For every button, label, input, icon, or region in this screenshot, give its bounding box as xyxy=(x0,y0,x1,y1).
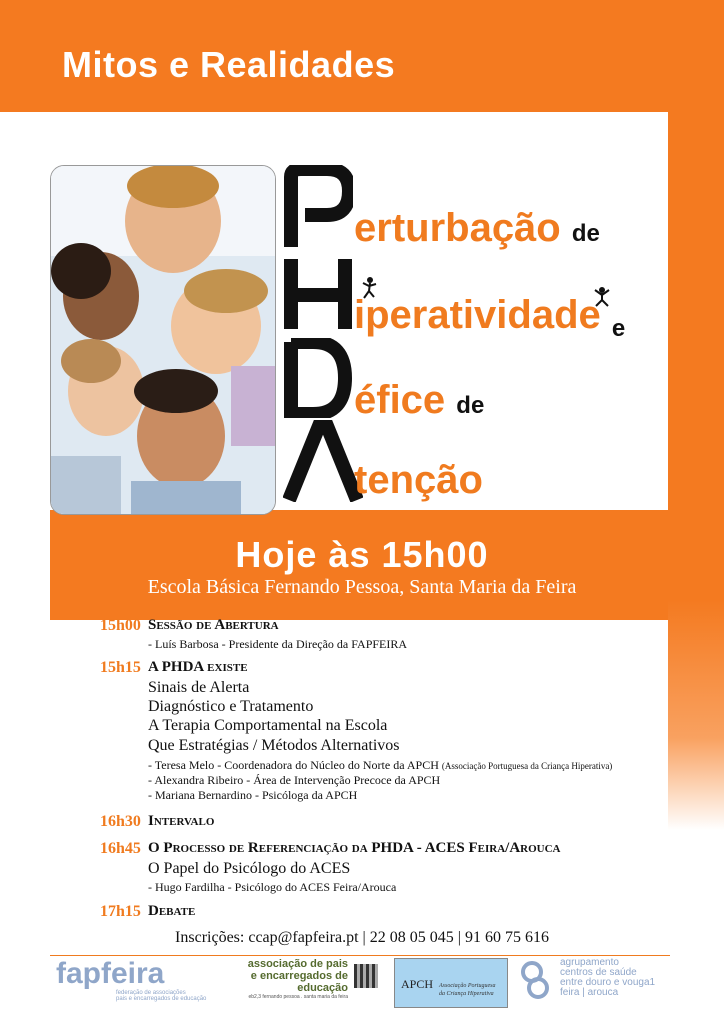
right-accent-fade xyxy=(668,600,724,830)
program-title: Sessão de Abertura xyxy=(148,617,279,633)
right-accent-strip xyxy=(668,110,724,510)
event-location: Escola Básica Fernando Pessoa, Santa Maria da Feira xyxy=(147,576,577,598)
program-title: Intervalo xyxy=(148,813,215,829)
program-topic: Diagnóstico e Tratamento xyxy=(148,698,314,715)
program-topic: A Terapia Comportamental na Escola xyxy=(148,717,388,734)
program-topic: Que Estratégias / Métodos Alternativos xyxy=(148,737,400,754)
event-time-heading: Hoje às 15h00 xyxy=(235,534,489,575)
children-photo xyxy=(50,165,276,515)
jumping-child-icon xyxy=(360,276,380,305)
program-title: A PHDA existe xyxy=(148,659,248,675)
school-grid-icon xyxy=(354,964,378,988)
aces-mark-icon xyxy=(520,960,550,1000)
program-speaker: - Luís Barbosa - Presidente da Direção da FAPFEIRA xyxy=(148,637,408,651)
aces-logo: agrupamento centros de saúde entre douro e vouga1 feira | arouca xyxy=(520,958,670,1004)
apch-logo: APCH Associação Portuguesa da Criança Hiperativa xyxy=(394,958,508,1008)
associacao-pais-logo: associação de pais e encarregados de educação eb2,3 fernando pessoa . santa maria da feira xyxy=(232,958,380,1004)
program-time: 15h00 xyxy=(100,617,141,634)
speaker-note: (Associação Portuguesa da Criança Hiperativa) xyxy=(441,761,613,771)
program-time: 16h30 xyxy=(100,813,141,830)
acronym-word-h: iperatividade $_e$ xyxy=(354,293,626,342)
program-speaker: - Hugo Fardilha - Psicólogo do ACES Feira/Arouca xyxy=(148,880,397,894)
registration-contact: Inscrições: ccap@fapfeira.pt | 22 08 05 045 | 91 60 75 616 xyxy=(175,929,549,946)
program-time: 15h15 xyxy=(100,659,141,676)
program-title: O Processo de Referenciação da PHDA - ACES Feira/Arouca xyxy=(148,840,561,856)
acronym-word-p: erturbação de xyxy=(354,206,600,250)
program-speaker: - Mariana Bernardino - Psicóloga da APCH xyxy=(148,788,358,802)
program-title: Debate xyxy=(148,903,196,919)
program-time: 17h15 xyxy=(100,903,141,920)
program-topic: O Papel do Psicólogo do ACES xyxy=(148,860,351,877)
acronym-letter-a xyxy=(283,420,363,518)
fapfeira-logo: fapfeira federação de associações pais e encarregados de educação xyxy=(56,957,207,1002)
program-topic: Sinais de Alerta xyxy=(148,679,250,696)
program-time: 16h45 xyxy=(100,840,141,857)
acronym-word-a: tenção xyxy=(354,458,483,502)
acronym-word-d: éfice de xyxy=(354,378,485,422)
program-speaker: - Teresa Melo - Coordenadora do Núcleo do Norte da APCH (Associação Portuguesa da Criança Hiperativa) xyxy=(148,758,613,772)
acronym-letter-h xyxy=(283,253,353,349)
page-title: Mitos e Realidades xyxy=(62,44,396,85)
footer-divider xyxy=(50,955,670,956)
jumping-child-icon xyxy=(592,286,612,313)
program-speaker: - Alexandra Ribeiro - Área de Intervenção Precoce da APCH xyxy=(148,773,441,787)
